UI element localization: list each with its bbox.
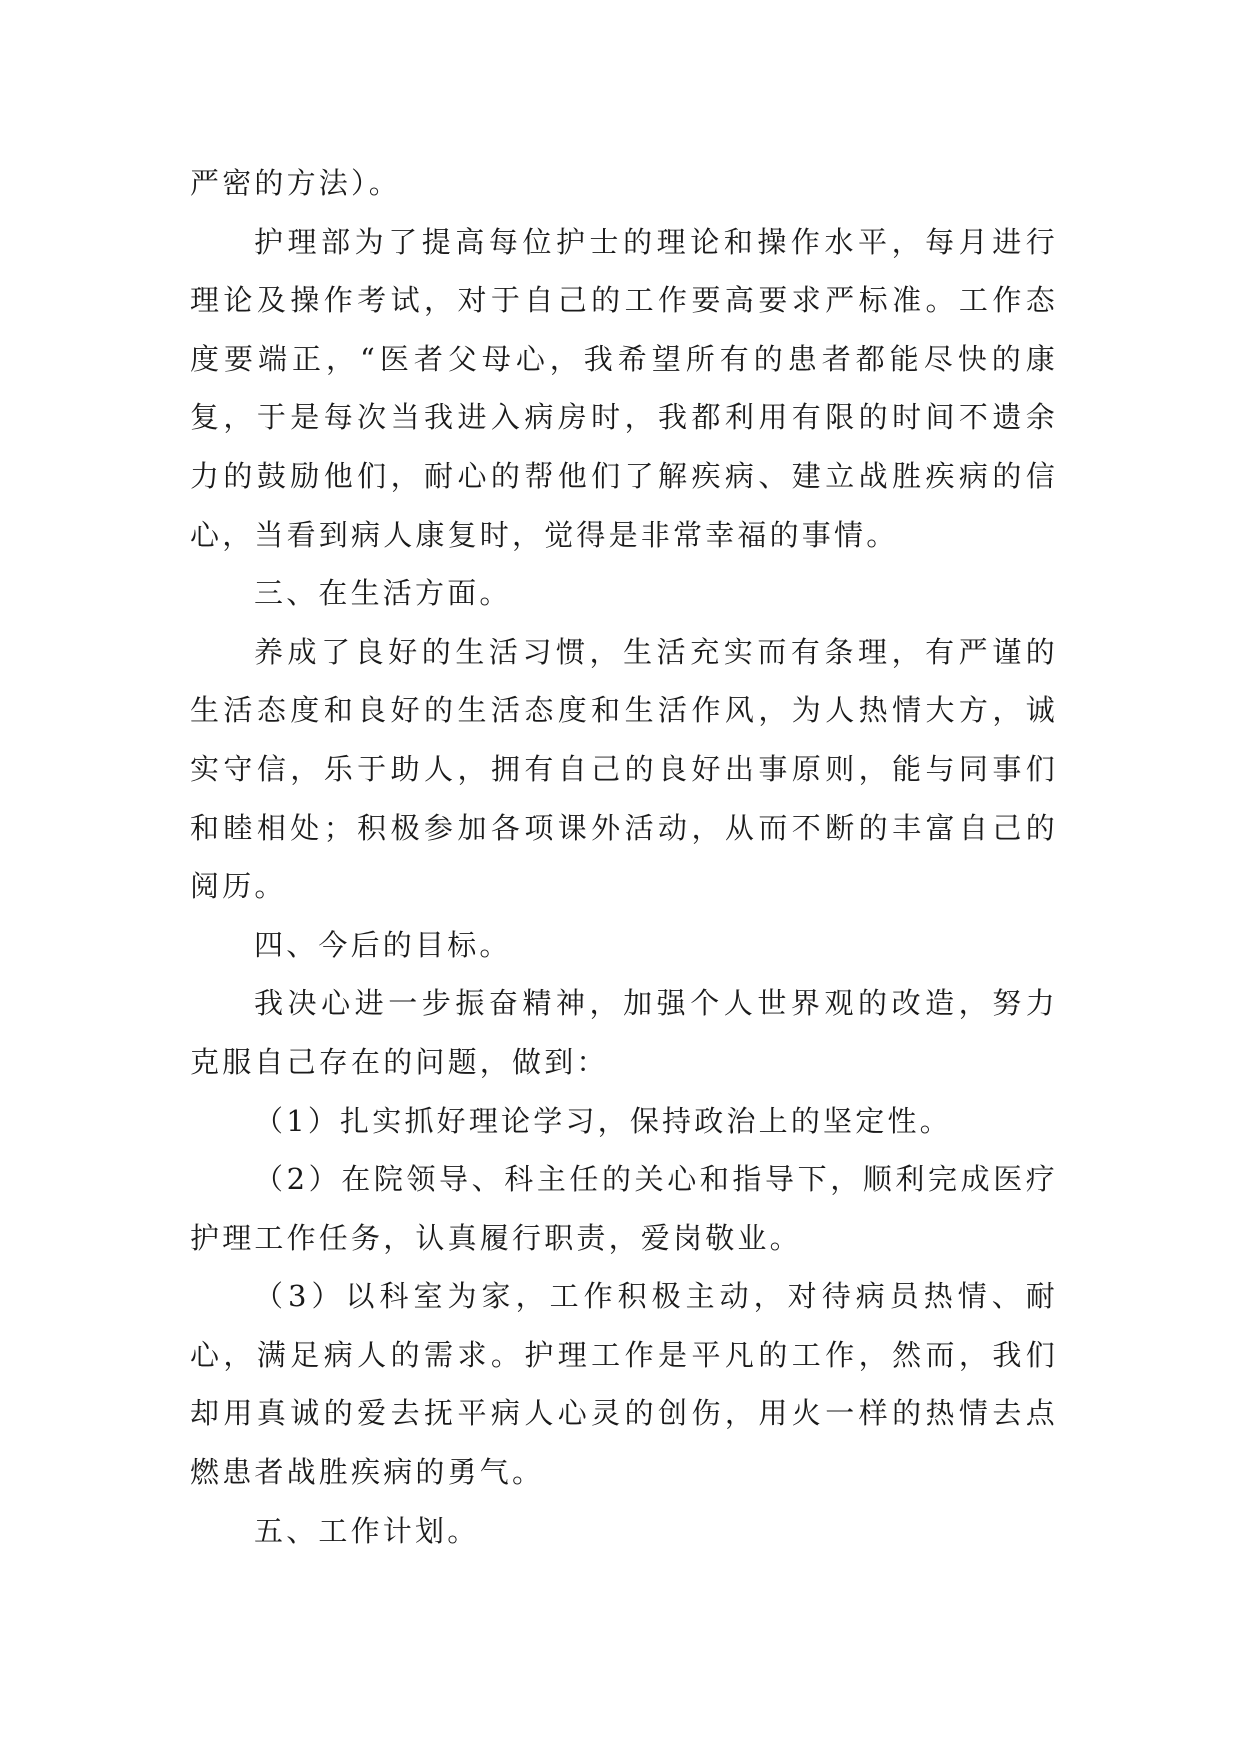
list-item-1: （1）扎实抓好理论学习，保持政治上的坚定性。 <box>254 1103 952 1138</box>
paragraph-life-habits: 养成了良好的生活习惯，生活充实而有条理，有严谨的生活态度和良好的生活态度和生活作风，为人热情大方，诚实守信，乐于助人，拥有自己的良好出事原则，能与同事们和睦相处；积极参加各项课外活动，从而不断的丰富自己的阅历。 <box>190 634 1058 904</box>
document-body <box>190 154 1058 1560</box>
heading-life-aspect: 三、在生活方面。 <box>254 576 512 611</box>
paragraph-method-ending: 严密的方法）。 <box>190 166 401 200</box>
list-item-2: （2）在院领导、科主任的关心和指导下，顺利完成医疗护理工作任务，认真履行职责，爱岗敬业。 <box>190 1162 1058 1255</box>
heading-future-goals: 四、今后的目标。 <box>254 927 512 962</box>
paragraph-determination: 我决心进一步振奋精神，加强个人世界观的改造，努力克服自己存在的问题，做到： <box>190 986 1058 1079</box>
heading-work-plan: 五、工作计划。 <box>254 1513 480 1548</box>
paragraph-nursing-exam: 护理部为了提高每位护士的理论和操作水平，每月进行理论及操作考试，对于自己的工作要高要求严标准。工作态度要端正，“医者父母心，我希望所有的患者都能尽快的康复，于是每次当我进入病房时，我都利用有限的时间不遗余力的鼓励他们，耐心的帮他们了解疾病、建立战胜疾病的信心，当看到病人康复时，觉得是非常幸福的事情。 <box>190 224 1058 552</box>
list-item-3: （3）以科室为家，工作积极主动，对待病员热情、耐心，满足病人的需求。护理工作是平凡的工作，然而，我们却用真诚的爱去抚平病人心灵的创伤，用火一样的热情去点燃患者战胜疾病的勇气。 <box>190 1279 1058 1490</box>
